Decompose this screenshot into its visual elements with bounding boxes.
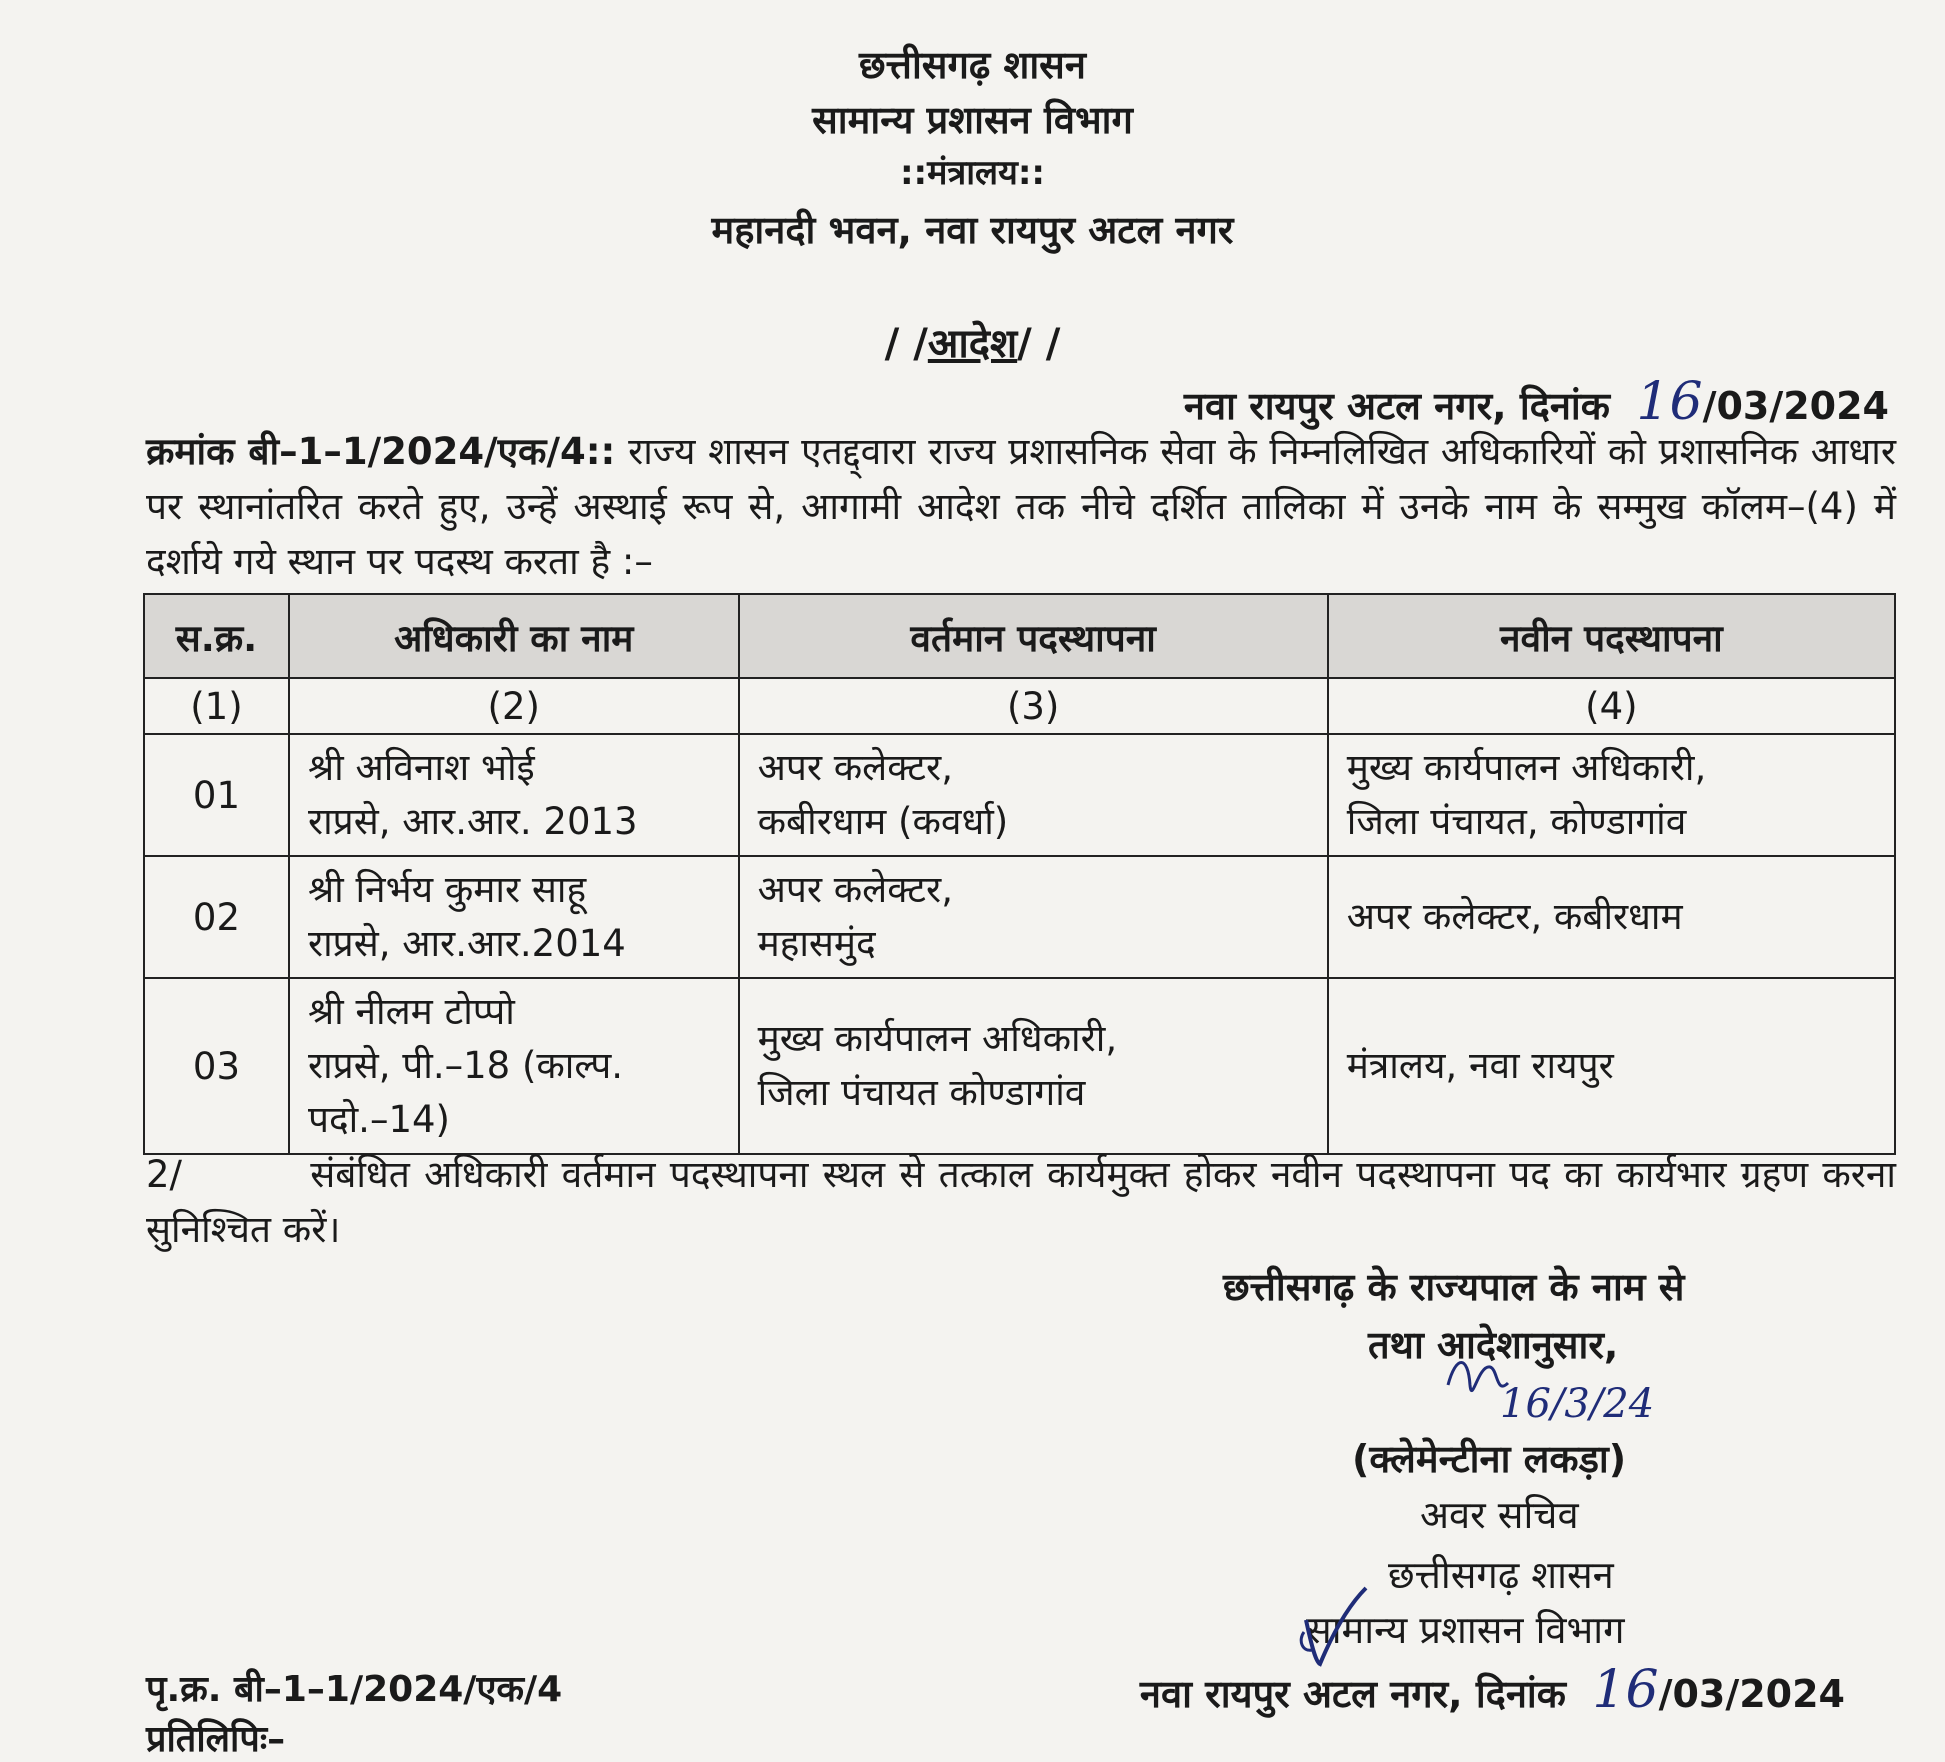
handwritten-signature (1438, 1345, 1678, 1435)
current-posting-cell (739, 734, 1328, 856)
new-posting-line: जिला पंचायत, कोण्डागांव (1346, 800, 1687, 843)
new-posting-line: अपर कलेक्टर, कबीरधाम (1346, 895, 1683, 938)
col-number: (4) (1328, 678, 1895, 734)
new-posting-cell (1328, 734, 1895, 856)
officer-name: श्री नीलम टोप्पो (307, 990, 515, 1033)
current-posting-line: कबीरधाम (कवर्धा) (757, 800, 1009, 843)
copy-to-label: प्रतिलिपिः– (146, 1719, 286, 1760)
current-posting-line: मुख्य कार्यपालन अधिकारी, (757, 1017, 1118, 1060)
signatory-org1: छत्तीसगढ़ शासन (1388, 1553, 1614, 1597)
officer-service: राप्रसे, आर.आर. 2013 (307, 800, 638, 843)
signature-authority-line1: छत्तीसगढ़ के राज्यपाल के नाम से (1223, 1265, 1685, 1309)
current-posting-line: अपर कलेक्टर, (757, 868, 953, 911)
order-title-suffix: / / (1017, 321, 1061, 367)
order-reference: क्रमांक बी–1–1/2024/एक/4:: (146, 430, 616, 473)
footer-dateline (1140, 1660, 1845, 1720)
transfer-table (143, 593, 1896, 1155)
footer-date-day: 16 (1592, 1660, 1659, 1720)
signatory-org2: सामान्य प्रशासन विभाग (1306, 1608, 1625, 1652)
instruction-paragraph (146, 1147, 1896, 1257)
header-officer-name: अधिकारी का नाम (289, 594, 739, 678)
col-number: (1) (144, 678, 289, 734)
officer-name-cell (289, 734, 739, 856)
header-address: महानदी भवन, नवा रायपुर अटल नगर (711, 208, 1234, 252)
table-row (144, 978, 1895, 1154)
handwritten-date: 16/3/24 (1500, 1381, 1655, 1427)
column-number-row (144, 678, 1895, 734)
order-title-text: आदेश (927, 321, 1018, 367)
officer-name: श्री निर्भय कुमार साहू (307, 868, 587, 911)
footer-place-date-label: नवा रायपुर अटल नगर, दिनांक (1139, 1672, 1566, 1716)
signatory-designation: अवर सचिव (1420, 1493, 1579, 1537)
footer-reference: पृ.क्र. बी–1–1/2024/एक/4 (146, 1669, 563, 1710)
officer-service: राप्रसे, पी.–18 (काल्प. (307, 1044, 624, 1087)
table-row (144, 734, 1895, 856)
signature-authority-line2: तथा आदेशानुसार, (1368, 1323, 1619, 1367)
signatory-name: (क्लेमेन्टीना लकड़ा) (1352, 1437, 1627, 1481)
col-number: (3) (739, 678, 1328, 734)
table-header-row (144, 594, 1895, 678)
order-dateline (1184, 372, 1889, 432)
col-number: (2) (289, 678, 739, 734)
officer-name: श्री अविनाश भोई (307, 746, 535, 789)
header-department: सामान्य प्रशासन विभाग (812, 98, 1133, 142)
current-posting-line: जिला पंचायत कोण्डागांव (757, 1071, 1086, 1114)
officer-service-cont: पदो.–14) (307, 1098, 450, 1141)
row-sno: 03 (144, 978, 289, 1154)
order-intro-paragraph (146, 424, 1896, 589)
header-current-posting: वर्तमान पदस्थापना (739, 594, 1328, 678)
tick-mark (1290, 1580, 1370, 1670)
order-date-day: 16 (1636, 372, 1703, 432)
header-ministry: ::मंत्रालय:: (899, 153, 1046, 193)
order-title-prefix: / / (884, 321, 928, 367)
row-sno: 02 (144, 856, 289, 978)
footer-date-rest: /03/2024 (1658, 1672, 1845, 1716)
current-posting-line: अपर कलेक्टर, (757, 746, 953, 789)
current-posting-cell (739, 856, 1328, 978)
row-sno: 01 (144, 734, 289, 856)
header-government: छत्तीसगढ़ शासन (859, 43, 1086, 87)
new-posting-line: मुख्य कार्यपालन अधिकारी, (1346, 746, 1707, 789)
new-posting-cell (1328, 856, 1895, 978)
header-sno: स.क्र. (144, 594, 289, 678)
officer-name-cell (289, 856, 739, 978)
header-new-posting: नवीन पदस्थापना (1328, 594, 1895, 678)
current-posting-cell (739, 978, 1328, 1154)
table-row (144, 856, 1895, 978)
order-intro-text: राज्य शासन एतद्द्वारा राज्य प्रशासनिक सेवा के निम्नलिखित अधिकारियों को प्रशासनिक आधार पर स्थानांतरित करते हुए, उन्हें अस्थाई रूप से, आगामी आदेश तक नीचे दर्शित तालिका में उनके नाम के सम्मुख कॉलम–(4) में दर्शाये गये स्थान पर पदस्थ करता है :– (146, 430, 1896, 583)
para2-number: 2/ (146, 1153, 183, 1196)
officer-name-cell (289, 978, 739, 1154)
officer-service: राप्रसे, आर.आर.2014 (307, 922, 626, 965)
current-posting-line: महासमुंद (757, 922, 876, 965)
order-date-rest: /03/2024 (1702, 384, 1889, 428)
new-posting-cell (1328, 978, 1895, 1154)
order-place-date-label: नवा रायपुर अटल नगर, दिनांक (1183, 384, 1610, 428)
order-title (0, 314, 1945, 369)
para2-text: संबंधित अधिकारी वर्तमान पदस्थापना स्थल से तत्काल कार्यमुक्त होकर नवीन पदस्थापना पद का कार्यभार ग्रहण करना सुनिश्चित करें। (146, 1153, 1896, 1251)
new-posting-line: मंत्रालय, नवा रायपुर (1346, 1044, 1614, 1087)
